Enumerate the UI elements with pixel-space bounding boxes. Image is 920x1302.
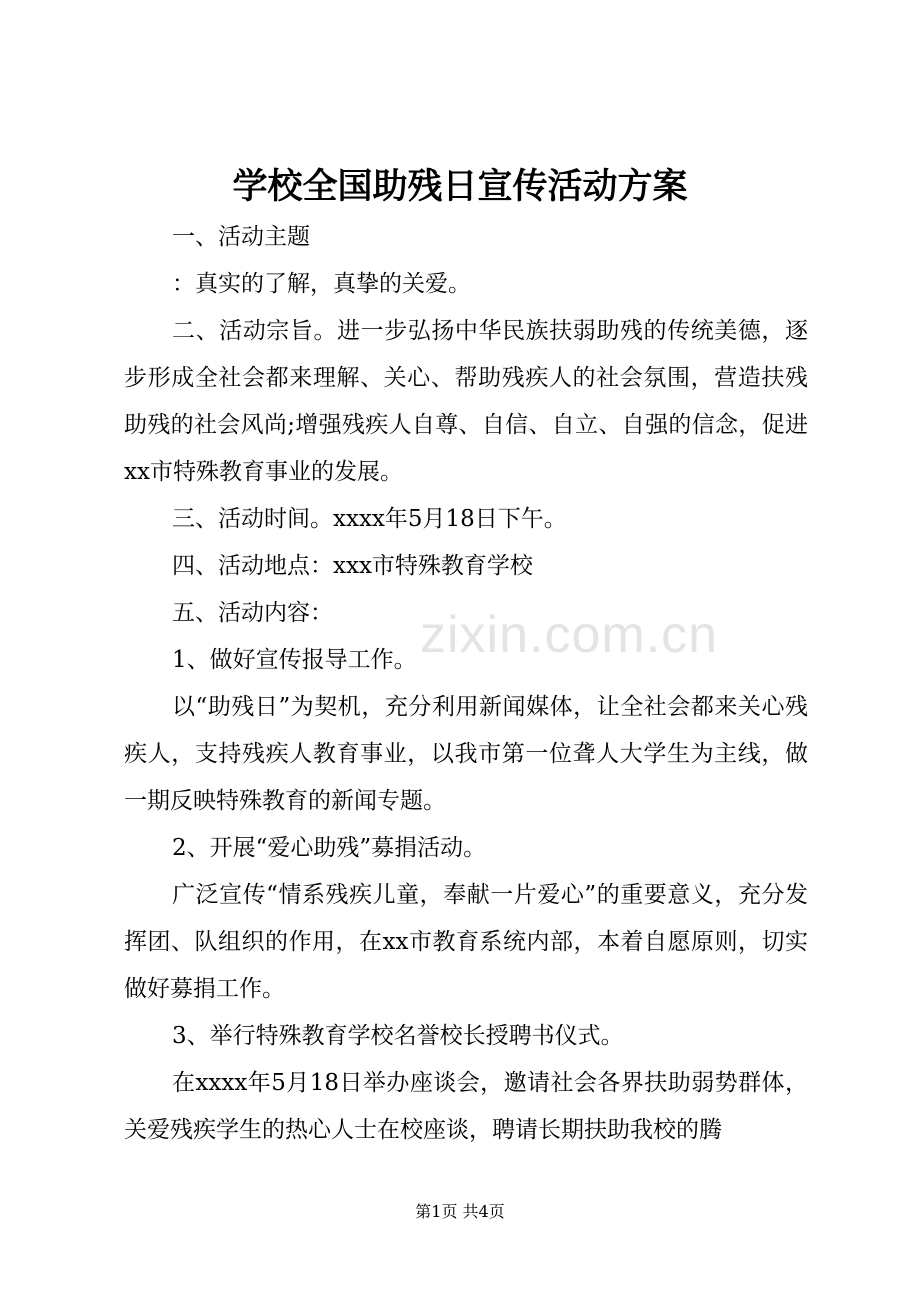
paragraph: 3、举行特殊教育学校名誉校长授聘书仪式。 [172, 1023, 624, 1049]
paragraph: 1、做好宣传报导工作。 [172, 647, 417, 673]
document-body [124, 214, 808, 1154]
paragraph: 三、活动时间。xxxx年5月18日下午。 [172, 506, 567, 532]
paragraph: 四、活动地点：xxx市特殊教育学校 [172, 553, 533, 579]
paragraph: ：真实的了解，真挚的关爱。 [172, 271, 471, 297]
paragraph: 二、活动宗旨。进一步弘扬中华民族扶弱助残的传统美德，逐步形成全社会都来理解、关心、帮助残疾人的社会氛围，营造扶残助残的社会风尚;增强残疾人自尊、自信、自立、自强的信念，促进xx市特殊教育事业的发展。 [124, 318, 808, 485]
paragraph: 2、开展“爱心助残”募捐活动。 [172, 835, 487, 861]
document-title: 学校全国助残日宣传活动方案 [232, 166, 688, 207]
watermark: zixin.com.cn [420, 606, 719, 664]
paragraph: 广泛宣传“情系残疾儿童，奉献一片爱心”的重要意义，充分发挥团、队组织的作用，在xx市教育系统内部，本着自愿原则，切实做好募捐工作。 [124, 882, 808, 1002]
paragraph: 以“助残日”为契机，充分利用新闻媒体，让全社会都来关心残疾人，支持残疾人教育事业，以我市第一位聋人大学生为主线，做一期反映特殊教育的新闻专题。 [124, 694, 808, 814]
paragraph: 在xxxx年5月18日举办座谈会，邀请社会各界扶助弱势群体，关爱残疾学生的热心人士在校座谈，聘请长期扶助我校的腾 [124, 1070, 808, 1143]
paragraph: 一、活动主题 [172, 224, 310, 250]
paragraph: 五、活动内容： [172, 600, 333, 626]
page-footer: 第1页 共4页 [415, 1202, 505, 1221]
